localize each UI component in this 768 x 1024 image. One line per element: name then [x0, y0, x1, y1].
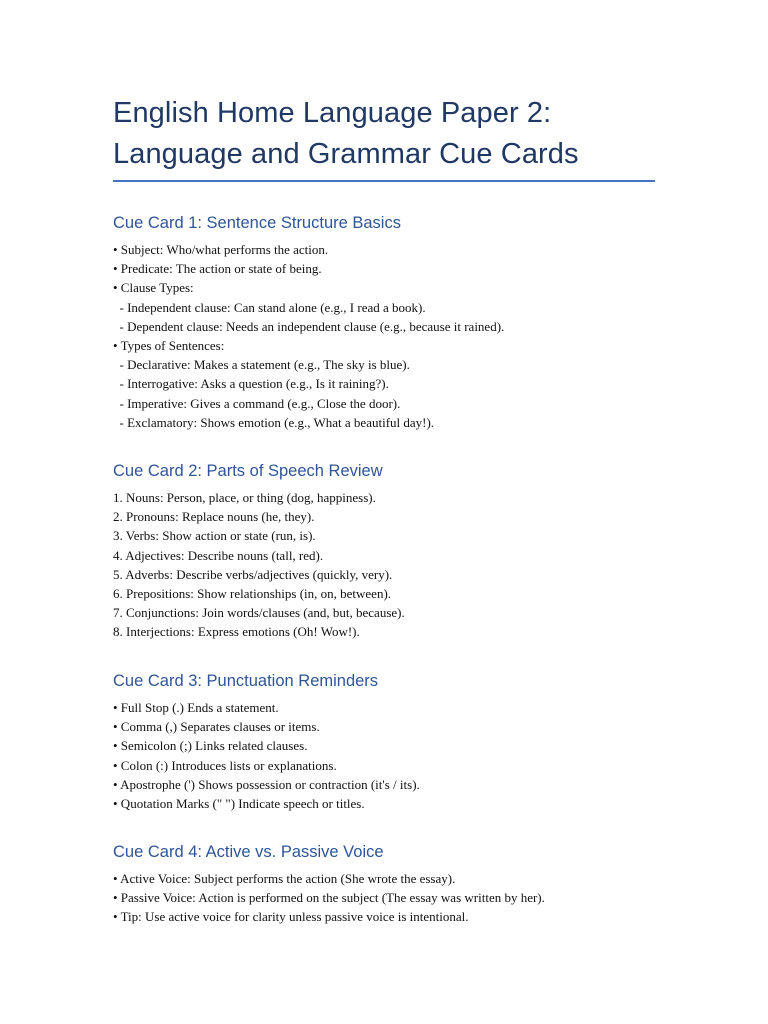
list-item: - Declarative: Makes a statement (e.g., The sky is blue). — [113, 357, 410, 373]
list-item: - Dependent clause: Needs an independent clause (e.g., because it rained). — [113, 318, 505, 334]
list-item: • Comma (,) Separates clauses or items. — [113, 719, 320, 735]
cue-card-lines — [113, 698, 673, 813]
list-item: 6. Prepositions: Show relationships (in, on, between). — [113, 586, 392, 602]
title-line-2: Language and Grammar Cue Cards — [113, 138, 579, 170]
cue-card-heading: Cue Card 1: Sentence Structure Basics — [113, 214, 401, 232]
list-item: 4. Adjectives: Describe nouns (tall, red). — [113, 547, 324, 563]
list-item: 8. Interjections: Express emotions (Oh! Wow!). — [113, 624, 360, 640]
list-item: • Clause Types: — [113, 280, 194, 296]
list-item: 2. Pronouns: Replace nouns (he, they). — [113, 509, 315, 525]
cue-card-lines — [113, 869, 673, 927]
list-item: - Independent clause: Can stand alone (e.g., I read a book). — [113, 299, 426, 315]
title-divider — [113, 180, 655, 182]
document-title — [113, 93, 673, 175]
list-item: • Subject: Who/what performs the action. — [113, 242, 329, 257]
title-line-1: English Home Language Paper 2: — [113, 97, 552, 129]
list-item: 5. Adverbs: Describe verbs/adjectives (quickly, very). — [113, 566, 393, 582]
list-item: • Types of Sentences: — [113, 338, 225, 354]
list-item: - Imperative: Gives a command (e.g., Close the door). — [113, 395, 401, 411]
list-item: • Quotation Marks (" ") Indicate speech or titles. — [113, 796, 365, 812]
list-item: - Exclamatory: Shows emotion (e.g., What a beautiful day!). — [113, 414, 435, 430]
cue-card-lines — [113, 488, 673, 642]
list-item: 3. Verbs: Show action or state (run, is). — [113, 528, 316, 544]
list-item: 1. Nouns: Person, place, or thing (dog, happiness). — [113, 490, 376, 505]
list-item: • Semicolon (;) Links related clauses. — [113, 738, 308, 754]
cue-card-heading: Cue Card 4: Active vs. Passive Voice — [113, 843, 384, 861]
cue-card-4 — [113, 841, 673, 927]
list-item: • Colon (:) Introduces lists or explanations. — [113, 757, 337, 773]
list-item: 7. Conjunctions: Join words/clauses (and, but, because). — [113, 605, 405, 621]
list-item: • Active Voice: Subject performs the action (She wrote the essay). — [113, 871, 456, 886]
list-item: • Tip: Use active voice for clarity unless passive voice is intentional. — [113, 909, 469, 925]
cue-card-heading: Cue Card 2: Parts of Speech Review — [113, 462, 383, 480]
cue-card-2 — [113, 460, 673, 642]
list-item: • Full Stop (.) Ends a statement. — [113, 700, 279, 715]
cue-card-lines — [113, 240, 673, 432]
list-item: • Apostrophe (') Shows possession or contraction (it's / its). — [113, 776, 420, 792]
cue-card-heading: Cue Card 3: Punctuation Reminders — [113, 672, 379, 690]
list-item: • Predicate: The action or state of being. — [113, 261, 322, 277]
cue-card-3 — [113, 670, 673, 813]
list-item: - Interrogative: Asks a question (e.g., Is it raining?). — [113, 376, 389, 392]
cue-card-1 — [113, 212, 673, 432]
list-item: • Passive Voice: Action is performed on the subject (The essay was written by her). — [113, 890, 545, 906]
